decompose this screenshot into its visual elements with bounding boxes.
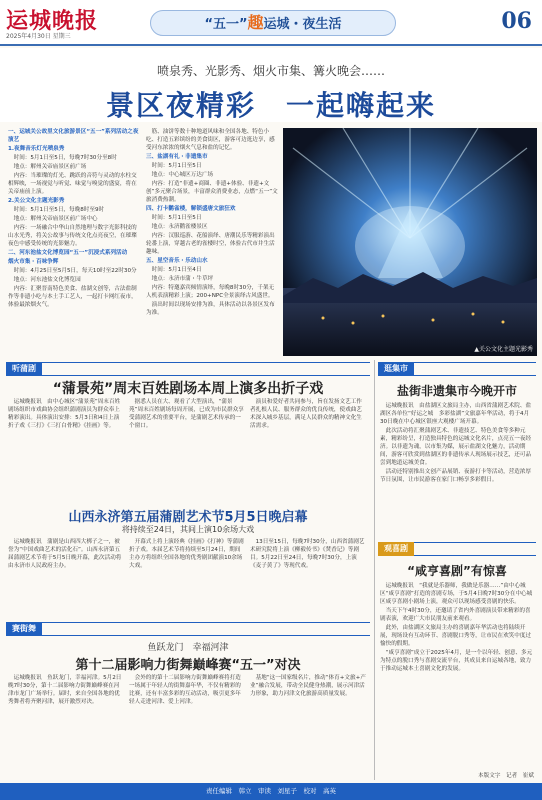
paragraph: 内容：特邀嘉宾倾情演绎，每晚8时30分，千架无人机表演精彩上演；200+NPC全景演绎古风盛世。 [146, 285, 275, 299]
article-street-dance-col-3: 基地“这一国家级名片，推动“体育+文旅+产业”融合发展，带动全民健身热潮，展示河津活力形象，助力河津文化旅游高质量发展。 [250, 675, 366, 697]
paragraph: 地点：中心城区万达广场 [151, 172, 214, 178]
section-tag-sai-jie-wu: 赛街舞 [6, 622, 42, 636]
byline: 本版文字 记者 崔斌 [478, 773, 534, 779]
newspaper-logo: 运城晚报 [6, 8, 99, 34]
paragraph: 四、打卡鹳雀楼，解锁盛唐文旅狂欢 [146, 206, 236, 212]
article-pujingyuan-col-2: 据悉人员在大、观看了大型演出，“蒲景苑”周末百姓剧场每周开展，已成为市民群众享受蒲剧艺术的重要平台，是蒲剧艺术传承的一个窗口。 [129, 399, 244, 429]
paragraph: 二、河东池盐文化博览园“五一”沉浸式系列活动 [8, 250, 128, 256]
section-tag-ting-pu-ju: 听蒲剧 [6, 362, 42, 376]
paragraph: 地点：河东池盐文化博览园 [13, 277, 81, 283]
paragraph: 时间：5月1日至4日 [151, 267, 202, 273]
paragraph: 内容：汇聚晋南特色美食、盐湖文创等，古法盐制作等非遗小吃与本土手工艺人，一起打卡网红夜市，体验最浓烟火气。 [8, 286, 137, 308]
article-yongji-col-2: 开幕式上将上演经典《挂画》《打神》等蒲剧折子戏。本届艺术节将持续至5月24日，期间主办方将组织全国各地的优秀剧团献演10余场大戏。 [129, 539, 244, 569]
paragraph: 时间：5月1日至5日 [151, 163, 202, 169]
section-tag-guang-ji-shi: 逛集市 [378, 362, 414, 376]
paragraph: 地点：解州关帝庙景区前广场 [13, 164, 87, 170]
light-show-illustration [283, 128, 537, 356]
paragraph: 内容：汉服巡游、花船演绎、唐潮民乐等精彩演出轮番上演，穿越古老的雀楼时空，体验古代市井生活趣味。 [146, 233, 275, 255]
paragraph: 一、运城关公故里文化旅游景区“五一”系列活动之夜演艺 [8, 129, 139, 143]
article-title-yongji-festival: 山西永济第五届蒲剧艺术节5月5日晚启幕 [68, 510, 308, 525]
article-subtitle-yongji-festival: 将持续至24日，其间上演10余场大戏 [121, 525, 255, 534]
paragraph: 三、盐湖有礼・非遗集市 [146, 154, 208, 160]
section-tag-guan-xi-ju: 观喜剧 [378, 542, 414, 556]
banner-tail: 运城・夜生活 [263, 17, 342, 32]
hero-headline: 景区夜精彩 一起嗨起来 [105, 89, 436, 122]
hero-kicker: 喷泉秀、光影秀、烟火市集、篝火晚会…… [156, 64, 385, 78]
section-rule [6, 622, 370, 636]
article-title-salt-street: 盐街非遗集市今晚开市 [396, 384, 517, 398]
article-title-pujingyuan: “蒲景苑”周末百姓剧场本周上演多出折子戏 [52, 381, 324, 397]
banner-quote: “五一” [204, 17, 248, 32]
dateline: 2025年4月30日 星期三 [6, 33, 71, 40]
paragraph: 运城晚报讯 由盐湖区文旅局主办，山西省蒲剧艺术院、盐湖区各单位“好运之城 多彩盐湖”文旅嘉年华活动，将于4月30日晚在中心城区银座大观楼广场开幕。 [380, 403, 532, 425]
paragraph: 内容：当璀璨的灯光、跳跃的音符与灵动的水柱交相辉映，一场视觉与听觉、味觉与嗅觉的盛宴，将在关帝庙前上演。 [8, 173, 137, 195]
masthead [0, 0, 542, 46]
column-divider [374, 360, 375, 780]
paragraph: 当天下午4时30分，还邀请了省内外喜剧演员带来精彩的喜剧表演，欢迎广大市民朋友前来观看。 [380, 608, 531, 622]
paragraph: 活动还特别推出文创产品展销、夜游打卡等活动，营造浓厚节日氛围，让市民游客在家门口畅享多彩假日。 [380, 469, 532, 483]
paragraph: 地点：永济鹳雀楼景区 [151, 224, 208, 230]
paragraph: 地点：解州关帝庙景区前广场中心 [13, 216, 98, 222]
paragraph: 时间：4月25日至5月5日，每天10时至22时30分 [13, 268, 137, 274]
paragraph: 演出时间以现场安排为准，具体活动以各景区发布为准。 [146, 302, 275, 316]
photo-caption: ▲关公文化主题光影秀 [474, 346, 533, 353]
page-number: 06 [501, 8, 532, 34]
article-yongji-col-1: 运城晚报讯 蒲剧是山西四大梆子之一，被誉为“中国戏曲艺术的活化石”。山西永济第五届蒲剧艺术节将于5月5日晚开幕，此次活动将由永济市人民政府主办。 [8, 539, 122, 569]
article-column-left [8, 128, 140, 354]
banner-fun: 趣 [247, 13, 264, 32]
paragraph: 地点：永济市蒲・牛草坪 [151, 276, 214, 282]
section-banner [150, 10, 396, 36]
paragraph: “咸亨喜剧”成立于2025年4月，是一个以年轻、创意、多元为特点的脱口秀与喜剧交流平台，其成员来自运城各地，致力于推动运城本土喜剧文化的发展。 [380, 650, 533, 672]
paragraph: 此外，由盐湖区文旅局主办的喜剧嘉年华活动也将陆续开展，现场设有互动环节、喜剧脱口秀等，让市民在欢笑中度过愉快的假期。 [380, 625, 532, 647]
article-street-dance-col-2: 会外的的第十二届影响力街舞巅峰赛将打造一场属于年轻人的街舞嘉年华，不仅有精彩的比赛，还有丰富多彩的互动活动，吸引更多年轻人走进河津、爱上河津。 [129, 675, 241, 705]
paragraph: 五、星空音乐・乐动山水 [146, 258, 208, 264]
paragraph: 1.夜舞音乐灯光喷泉秀 [8, 146, 65, 152]
section-rule [6, 362, 370, 376]
article-street-dance-col-1: 运城晚报讯 鱼跃龙门，幸福河津。5月2日晚7时30分，第十二届影响力街舞巅峰赛在河津市龙门广场举行。届时，来自全国各地的优秀舞者将齐聚河津，展开激烈对决。 [8, 675, 122, 705]
paragraph: 烟火市集・百味争辉 [8, 259, 59, 265]
article-kicker-hejin: 鱼跃龙门 幸福河津 [147, 643, 229, 653]
paragraph: 此次活动将汇聚蒲剧艺术、非遗技艺、特色美食等多种元素，精彩纷呈，打造独具特色的运城文化名片，点亮五一夜经济。以非遗为魂，以市集为媒，展示盐湖文化魅力，活动期间，游客可欣赏到盐湖区的非遗传承人现场展示技艺，还可品尝到地道运城美食。 [380, 428, 532, 466]
paragraph: 内容：打造“非遗+商圈、非遗+体验、非遗+文创”多元聚合场景，丰富群众消费业态，点燃“五一”文旅消费热潮。 [146, 181, 278, 203]
article-pujingyuan-col-1: 运城晚报讯 由中心城区“蒲景苑”周末百姓剧场组织市戏曲协会组织蒲剧演员为群众奉上精彩演出。具体演出安排：5月3日和4日上演折子戏《三打》《三打白骨精》《挂画》等。 [8, 399, 121, 429]
paragraph: 运城晚报讯 “我就是乐器师，我做是乐器……”由中心城区“咸亨喜剧”打造的喜剧专场，于5月4日晚7时30分在中心城区咸亨喜剧小剧场上演，观众可以现场感受喜剧的快乐。 [380, 583, 533, 605]
article-yongji-col-3: 13日至15日，每晚7时30分，山西省蒲剧艺术研究院将上演《柳毅传书》《焚香记》等剧目。5月22日至24日，每晚7时30分，上演《麦子黄了》等现代戏。 [250, 539, 365, 569]
editor-footer: 责任编辑 韩立 审读 刘星子 校对 高英 [0, 783, 542, 800]
hero-header [0, 48, 542, 122]
paragraph: 时间：5月1日至5日 [151, 215, 202, 221]
paragraph: 2.关公文化主题光影秀 [8, 198, 65, 204]
article-title-street-dance: 第十二届影响力街舞巅峰赛“五一”对决 [75, 658, 301, 673]
article-pujingyuan-col-3: 演员和爱好者共同参与，旨在发扬文艺工作者扎根人民、服务群众的优良传统，使戏曲艺术深入城乡基层，满足人民群众的精神文化生活需求。 [250, 399, 362, 429]
paragraph: 时间：5月1日至5日，每晚8时至9时 [13, 207, 105, 213]
night-light-show-photo [283, 128, 537, 356]
article-title-comedy: “咸亨喜剧”有惊喜 [407, 564, 507, 578]
article-salt-street-body [380, 402, 534, 538]
article-column-middle [146, 128, 278, 354]
paragraph: 筋、油饼等数十种地道风味和全国各地、特色小吃、打造五彩缤纷的美食街区，游客可边逛边享，感受河东浓浓的烟火气息和盐的记忆。 [146, 129, 275, 151]
paragraph: 时间：5月1日至5日，每晚7时30分至8时 [13, 155, 117, 161]
paragraph: 内容：一场融合中华山自然地理与数字光影科技的山水光秀，将关公故事与传统文化点亮夜空，在璀璨夜色中感受传统的光影魅力。 [8, 225, 137, 247]
article-comedy-body [380, 582, 534, 768]
